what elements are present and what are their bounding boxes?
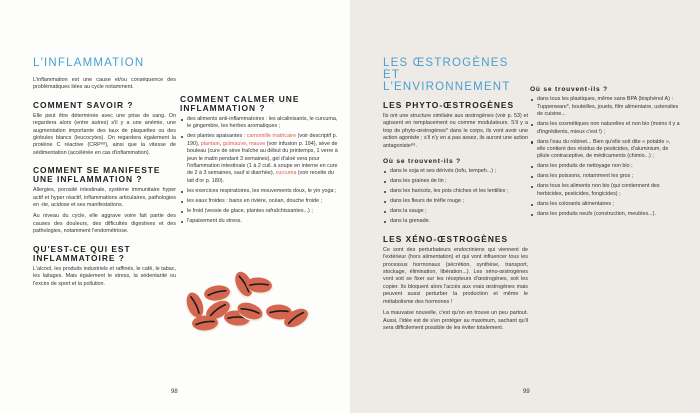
subheading: Où se trouvent-ils ? [530,86,608,93]
paragraph: L'alcool, les produits industriels et raffinés, le café, le tabac, les laitages. Mais également le stress, la sédentarité ou l'excès de sport et la pollution. [33,265,176,287]
list-item: dans tous les aliments non bio (qui contiennent des herbicides, pesticides, fongicides) ; [530,183,680,198]
page-number: 98 [171,389,178,395]
list-item: dans les colorants alimentaires ; [530,201,680,208]
text: des plantes apaisantes : [187,133,247,140]
list-item: dans les graines de lin ; [383,178,528,185]
page-number: 99 [523,389,530,395]
heading-phyto: LES PHYTO-ŒSTROGÈNES [383,100,515,110]
list-item: dans les cosmétiques non naturelles et non bio (moins il y a d'ingrédients, mieux c'est !) ; [530,121,680,136]
heading-comment-savoir: COMMENT SAVOIR ? [33,99,134,110]
list-item: dans la sauge ; [383,208,528,215]
page-title: L'INFLAMMATION [33,57,145,69]
list-item: dans les produits neufs (construction, meubles...). [530,211,680,218]
text: (voir descriptif p. 190), [187,133,338,147]
plant-name: plantain [200,140,220,147]
right-page [350,0,700,413]
heading-manifeste: COMMENT SE MANIFESTE UNE INFLAMMATION ? [33,165,161,185]
list-item: dans les poissons, notamment les gros ; [530,173,680,180]
heading-xeno: LES XÉNO-ŒSTROGÈNES [383,233,509,244]
list-item: dans le soja et ses dérivés (tofu, tempeh...) ; [383,168,528,175]
plant-name: mauve [249,140,266,147]
page-title [383,57,528,93]
paragraph: Allergies, porosité intestinale, système immunitaire hyper actif et hyper réactif, inflammations articulaires, pathologies en -ite, acidose et ses manifestations. [33,187,176,209]
paragraph: Au niveau du cycle, elle aggrave voire fait partie des causes des douleurs, des difficultés digestives et des pathologies, notamment l'endométriose. [33,213,176,235]
xeno-list [530,96,680,218]
phyto-list [383,168,528,225]
list-item: dans l'eau du robinet... Bien qu'elle soit dite « potable », elle contient des résidus de pesticides, d'aluminium, de pilule contraceptive, de médicaments (chimio...) ; [530,139,680,161]
subheading: Où se trouvent-ils ? [383,158,461,166]
title-line: LES ŒSTROGÈNES [383,57,509,69]
right-column-1 [383,57,528,336]
list-item: dans tous les plastiques, même sans BPA (bisphénol A) : Tuppenware*, bouteilles, jouets, film alimentaire, ustensiles de cuisine... [530,96,680,118]
plant-name: camomille matricaire [246,133,297,140]
list-item: dans les haricots, les pois chiches et les lentilles ; [383,188,528,195]
title-line: ET L'ENVIRONNEMENT [383,69,511,93]
heading-calmer: COMMENT CALMER UNE INFLAMMATION ? [180,94,300,113]
list-item: le froid (vessie de glace, plantes rafraîchissantes...) ; [180,208,340,215]
list-item: les exercices respiratoires, les mouvements doux, le yin yoga ; [180,188,340,195]
right-column-2 [530,86,680,221]
paragraph: Ils ont une structure similaire aux œstrogènes (voir p. 53) et agissent en remplacement ou comme modulateurs. S'il y a trop de phyto-œstrogènes* dans le corps, ils vont avoir une action agoniste ; s'il n'y en a pas assez, ils auront une action antagoniste⁸⁹. [383,113,528,149]
intro-text: L'inflammation est une cause et/ou conséquence des problématiques liées au cycle notamment. [33,77,176,91]
paragraph: La mauvaise nouvelle, c'est qu'on en trouve un peu partout. Aussi, l'idée est de s'en protéger au maximum, sachant qu'il sera difficilement possible de les éviter totalement. [383,310,528,331]
paragraph: Ce sont des perturbateurs endocriniens qui viennent de l'extérieur (hors alimentation) et qui vont influencer tous les processus hormonaux (sécrétion, synthèse, transport, stockage, élimination, libération...). Les xéno-œstrogènes vont soit se fixer sur les récepteurs d'œstrogènes, soit les copier. Ils bloquent alors l'accès aux vrais œstrogènes mais peuvent aussi perturber la production et même le métabolisme des hormones ! [383,246,528,305]
heading-inflammatoire: QU'EST-CE QUI EST INFLAMMATOIRE ? [33,243,131,263]
coffee-bean [203,284,233,304]
plant-name: guimauve [222,140,247,147]
text: (voir infusion p. 194), sève de bouleau (cure de sève fraîche au début du printemps, 1 verre à jeun le matin pendant 3 semaines), gel d'aloé vera pour l'inflammation intestinale (1 à 2 cuil. à soupe en interne en cure de 2 à 3 semaines, sauf si diarrhée), [187,140,338,177]
paragraph: Elle peut être déterminée avec une prise de sang. On regardera alors (entre autres) s'il y a une anémie, une augmentation importante des taux de plaquettes ou des globules blancs (leucocytes). On regardera également la protéine C réactive (CRP⁸⁸), ainsi que la vitesse de sédimentation (accélérée en cas d'inflammation). [33,112,176,156]
text: (voir recette du lait d'or p. 180). [187,170,334,184]
list-item: dans les fleurs de trèfle rouge ; [383,198,528,205]
plant-name: curcuma [275,170,297,177]
list-item: des aliments anti-inflammatoires : les alcalinisants, le curcuma, le gingembre, les herbes aromatiques ; [180,116,340,131]
list-item: l'apaisement du stress. [180,218,340,225]
list-item: les eaux froides : bains en rivière, océan, douche froide ; [180,198,340,205]
list-item: dans la grenade. [383,218,528,225]
text: , [219,140,223,147]
list-item: dans les produits de nettoyage non bio ; [530,163,680,170]
text: , [246,140,250,147]
